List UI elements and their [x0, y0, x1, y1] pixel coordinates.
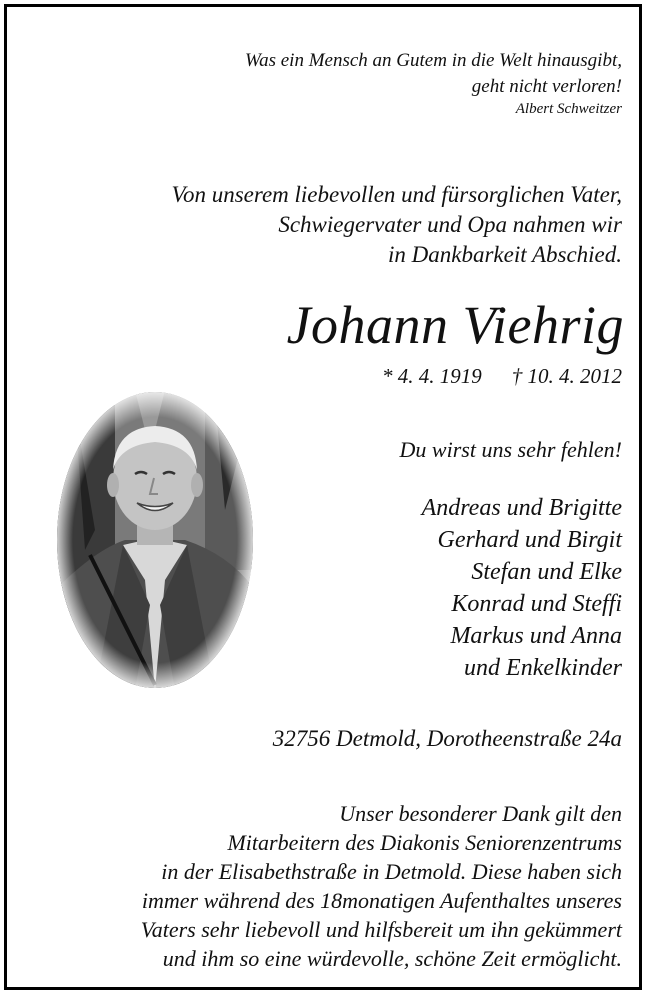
address: 32756 Detmold, Dorotheenstraße 24a: [272, 726, 622, 751]
quote-line: geht nicht verloren!: [471, 76, 622, 97]
mourner: Konrad und Steffi: [451, 591, 622, 617]
mourner: Andreas und Brigitte: [421, 495, 622, 521]
quote-author: Albert Schweitzer: [515, 101, 622, 117]
mourner: Gerhard und Birgit: [437, 527, 622, 553]
thanks-line: Unser besonderer Dank gilt den: [339, 801, 622, 826]
birth-date: * 4. 4. 1919: [382, 364, 482, 388]
thanks-line: in der Elisabethstraße in Detmold. Diese haben sich: [161, 859, 622, 884]
mourners-list: [422, 492, 622, 684]
thanks-line: immer während des 18monatigen Aufenthaltes unseres: [141, 888, 622, 913]
farewell-line: Du wirst uns sehr fehlen!: [399, 437, 622, 462]
mourner: Markus und Anna: [450, 623, 622, 649]
quote-text: [245, 48, 622, 100]
thanks-line: und ihm so eine würdevolle, schöne Zeit ermöglicht.: [162, 946, 622, 971]
quote-line: Was ein Mensch an Gutem in die Welt hinausgibt,: [245, 50, 622, 71]
mourner: und Enkelkinder: [464, 655, 622, 681]
thanks-line: Mitarbeitern des Diakonis Seniorenzentrums: [227, 830, 622, 855]
intro-line: Von unserem liebevollen und fürsorglichen Vater,: [171, 182, 622, 207]
death-date: † 10. 4. 2012: [511, 364, 622, 388]
mourner: Stefan und Elke: [471, 559, 622, 585]
life-dates: [382, 364, 622, 389]
thanks-text: [141, 799, 622, 973]
portrait-photo: [55, 390, 255, 690]
deceased-name: Johann Viehrig: [286, 295, 624, 355]
thanks-line: Vaters sehr liebevoll und hilfsbereit um ihn gekümmert: [140, 917, 622, 942]
intro-line: in Dankbarkeit Abschied.: [388, 242, 622, 267]
intro-line: Schwiegervater und Opa nahmen wir: [278, 212, 622, 237]
intro-text: [171, 180, 622, 270]
